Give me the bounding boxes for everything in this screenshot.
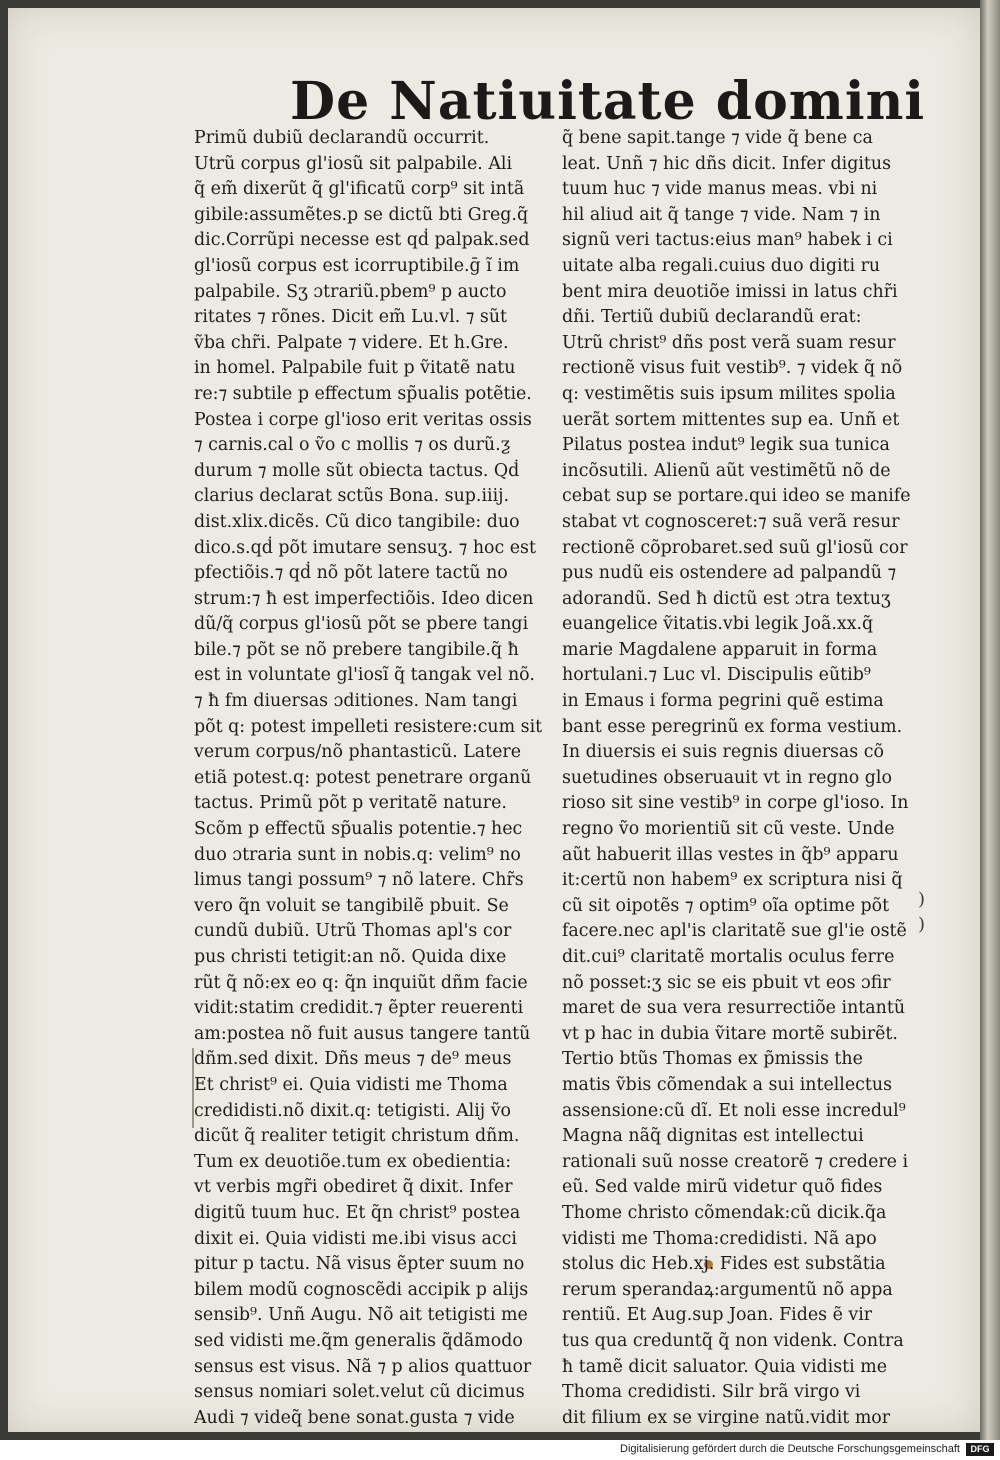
text-line: eũ. Sed valde mirũ videtur quõ fides xyxy=(562,1177,883,1198)
text-line: rentiũ. Et Aug.sup Joan. Fides ẽ vir xyxy=(562,1305,873,1326)
text-line: bilem modũ cognoscẽdi accipik p alijs xyxy=(194,1279,529,1300)
text-line: vt verbis mgr̃i obediret q̃ dixit. Infer xyxy=(194,1177,513,1198)
text-line: Tum ex deuotiõe.tum ex obedientia: xyxy=(194,1151,512,1172)
text-line: strum:⁊ ħ est imperfectiõis. Ideo dicen xyxy=(194,588,534,609)
text-line: aũt habuerit illas vestes in q̃b⁹ apparu xyxy=(562,844,899,865)
text-line: marie Magdalene apparuit in forma xyxy=(562,639,878,660)
text-line: palpabile. Sʒ ɔtrariũ.pbem⁹ p aucto xyxy=(194,281,507,302)
text-line: vt p hac in dubia ṽitare mortẽ subirẽt. xyxy=(562,1023,898,1044)
page-title: De Natiuitate domini xyxy=(290,71,926,132)
text-line: pfectiõis.⁊ qḋ nõ põt latere tactũ no xyxy=(194,563,508,584)
text-line: leat. Unñ ⁊ hic dñs dicit. Infer digitus xyxy=(562,153,892,174)
text-line: tuum huc ⁊ vide manus meas. vbi ni xyxy=(562,179,878,200)
text-line: uerãt sortem mittentes sup ea. Unñ et xyxy=(562,409,900,430)
text-line: nõ posset:ʒ sic se eis pbuit vt eos ɔfir xyxy=(562,972,891,993)
text-line: stolus dic Heb.xj. Fides est substãtia xyxy=(562,1254,886,1275)
text-line: bant esse peregrinũ ex forma vestium. xyxy=(562,716,903,737)
text-line: facere.nec apl'is claritatẽ sue gl'ie ostẽ xyxy=(562,921,907,942)
page-edge xyxy=(980,0,1000,1440)
text-line: uitate alba regali.cuius duo digiti ru xyxy=(562,255,881,276)
text-line: vidit:statim credidit.⁊ ẽpter reuerenti xyxy=(194,998,524,1019)
text-line: regno ṽo morientiũ sit cũ veste. Unde xyxy=(562,819,895,840)
text-line: dico.s.qḋ põt imutare sensuʒ. ⁊ hoc est xyxy=(194,537,536,558)
text-line: am:postea nõ fuit ausus tangere tantũ xyxy=(194,1023,531,1044)
text-line: in homel. Palpabile fuit p ṽitatẽ natu xyxy=(194,358,516,379)
text-line: ⁊ carnis.cal o ṽo c mollis ⁊ os durũ.ƺ xyxy=(194,435,511,456)
text-line: dit.cui⁹ claritatẽ mortalis oculus ferre xyxy=(562,947,895,967)
text-line: sensus nomiari solet.velut cũ dicimus xyxy=(194,1382,525,1403)
text-line: Tertio btũs Thomas ex p̃missis the xyxy=(562,1049,863,1070)
text-line: ṽba chr̃i. Palpate ⁊ videre. Et h.Gre. xyxy=(194,332,509,353)
text-line: rioso sit sine vestib⁹ in corpe gl'ioso. In xyxy=(562,793,909,814)
text-line: rerum sperandaꝝ:argumentũ nõ appa xyxy=(562,1279,893,1300)
text-line: dic.Corrũpi necesse est qḋ palpak.sed xyxy=(194,230,530,251)
text-line: it:certũ non habem⁹ ex scriptura nisi q̃ xyxy=(562,870,903,891)
text-line: Audi ⁊ videq̃ bene sonat.gusta ⁊ vide xyxy=(194,1407,515,1428)
text-line: dixit ei. Quia vidisti me.ibi visus acci xyxy=(194,1228,517,1249)
text-line: maret de sua vera resurrectiõe intantũ xyxy=(562,998,906,1019)
text-line: clarius declarat sctũs Bona. sup.iiij. xyxy=(194,486,510,507)
text-line: Thoma credidisti. Silr brã virgo vi xyxy=(562,1382,861,1403)
text-line: credidisti.nõ dixit.q: tetigisti. Alij ṽo xyxy=(194,1100,511,1121)
text-line: q̃ em̃ dixerũt q̃ gl'ificatũ corp⁹ sit intã xyxy=(194,179,525,200)
text-line: dñi. Tertiũ dubiũ declarandũ erat: xyxy=(562,307,862,328)
text-line: in Emaus i forma pegrini quẽ estima xyxy=(562,691,884,712)
text-line: dicũt q̃ realiter tetigit christum dñm. xyxy=(194,1126,520,1147)
margin-mark: ) xyxy=(918,914,926,935)
text-line: q: vestimẽtis suis ipsum milites spolia xyxy=(562,383,896,404)
text-line: Pilatus postea indut⁹ legik sua tunica xyxy=(562,435,890,456)
text-line: rectionẽ visus fuit vestib⁹. ⁊ videk q̃ nõ xyxy=(562,358,903,379)
text-line: dist.xlix.dicẽs. Cũ dico tangibile: duo xyxy=(194,511,520,532)
text-line: Et christ⁹ ei. Quia vidisti me Thoma xyxy=(194,1074,508,1095)
text-line: suetudines obseruauit vt in regno glo xyxy=(562,767,892,788)
text-line: hil aliud ait q̃ tange ⁊ vide. Nam ⁊ in xyxy=(562,204,881,225)
text-line: est in voluntate gl'iosĩ q̃ tangak vel nõ. xyxy=(194,665,535,686)
text-line: Thome christo cõmendak:cũ dicik.q̃a xyxy=(562,1202,887,1223)
text-line: In diuersis ei suis regnis diuersas cõ xyxy=(562,742,884,763)
left-text-column xyxy=(194,126,554,1431)
text-line: cundũ dubiũ. Utrũ Thomas apl's cor xyxy=(194,921,512,942)
text-line: dũ/q̃ corpus gl'iosũ põt se pbere tangi xyxy=(194,614,529,635)
text-line: duo ɔtraria sunt in nobis.q: velim⁹ no xyxy=(194,844,521,865)
text-line: stabat vt cognosceret:⁊ suã verã resur xyxy=(562,511,900,532)
text-line: incõsutili. Alienũ aũt vestimẽtũ nõ de xyxy=(562,460,891,481)
text-line: Utrũ corpus gl'iosũ sit palpabile. Ali xyxy=(194,153,513,174)
text-line: ħ tamẽ dicit saluator. Quia vidisti me xyxy=(562,1356,888,1377)
text-line: euangelice ṽitatis.vbi legik Joã.xx.q̃ xyxy=(562,614,874,635)
right-text-column xyxy=(562,126,914,1431)
footer-credit: Digitalisierung gefördert durch die Deutsche Forschungsgemeinschaft xyxy=(620,1443,960,1455)
text-line: hortulani.⁊ Luc vl. Discipulis eũtib⁹ xyxy=(562,665,871,686)
text-line: digitũ tuum huc. Et q̃n christ⁹ postea xyxy=(194,1202,521,1223)
text-line: dit filium ex se virgine natũ.vidit mor xyxy=(562,1407,891,1428)
text-line: Primũ dubiũ declarandũ occurrit. xyxy=(194,128,490,148)
text-line: põt q: potest impelleti resistere:cum sit xyxy=(194,716,543,737)
text-line: tactus. Primũ põt p veritatẽ nature. xyxy=(194,793,507,814)
text-line: pus christi tetigit:an nõ. Quida dixe xyxy=(194,947,507,967)
text-line: Magna nãq̃ dignitas est intellectui xyxy=(562,1126,864,1147)
text-line: bent mira deuotiõe imissi in latus chr̃i xyxy=(562,281,898,302)
text-line: bile.⁊ põt se nõ prebere tangibile.q̃ ħ xyxy=(194,639,519,660)
text-line: pitur p tactu. Nã visus ẽpter suum no xyxy=(194,1254,525,1275)
text-line: ritates ⁊ rõnes. Dicit em̃ Lu.vl. ⁊ sũt xyxy=(194,307,508,328)
text-line: q̃ bene sapit.tange ⁊ vide q̃ bene ca xyxy=(562,128,873,148)
text-line: adorandũ. Sed ħ dictũ est ɔtra textuʒ xyxy=(562,588,891,609)
text-line: gibile:assumẽtes.p se dictũ bti Greg.q̃ xyxy=(194,204,529,225)
dfg-logo: DFG xyxy=(966,1443,994,1456)
text-line: sensib⁹. Unñ Augu. Nõ ait tetigisti me xyxy=(194,1305,528,1326)
text-line: re:⁊ subtile p effectum sp̃ualis potẽtie. xyxy=(194,383,532,404)
text-line: rũt q̃ nõ:ex eo q: q̃n inquiũt dñm facie xyxy=(194,972,528,993)
text-line: sed vidisti me.q̃m generalis q̃dãmodo xyxy=(194,1330,523,1351)
text-line: verum corpus/nõ phantasticũ. Latere xyxy=(194,742,522,763)
text-line: dñm.sed dixit. Dñs meus ⁊ de⁹ meus xyxy=(194,1049,512,1070)
footer-bar xyxy=(0,1440,1000,1460)
text-line: sensus est visus. Nã ⁊ p alios quattuor xyxy=(194,1356,532,1377)
text-line: vero q̃n voluit se tangibilẽ pbuit. Se xyxy=(194,895,509,916)
text-line: gl'iosũ corpus est icorruptibile.ḡ ĩ im xyxy=(194,255,520,276)
text-line: rectionẽ cõprobaret.sed suũ gl'iosũ cor xyxy=(562,537,908,558)
text-line: etiã potest.q: potest penetrare organũ xyxy=(194,767,532,788)
text-line: matis ṽbis cõmendak a sui intellectus xyxy=(562,1074,893,1095)
text-line: Postea i corpe gl'ioso erit veritas ossis xyxy=(194,409,532,430)
text-line: limus tangi possum⁹ ⁊ nõ latere. Chr̃s xyxy=(194,870,524,891)
text-line: cũ sit oipotẽs ⁊ optim⁹ oĩa optime põt xyxy=(562,895,890,916)
text-line: Utrũ christ⁹ dñs post verã suam resur xyxy=(562,332,896,353)
text-line: cebat sup se portare.qui ideo se manife xyxy=(562,486,911,507)
text-line: vidisti me Thoma:credidisti. Nã apo xyxy=(562,1228,877,1249)
text-line: signũ veri tactus:eius man⁹ habek i ci xyxy=(562,230,893,251)
text-line: rationali suũ nosse creatorẽ ⁊ credere i xyxy=(562,1151,909,1172)
text-line: tus qua creduntq̃ q̃ non videnk. Contra xyxy=(562,1330,904,1351)
text-line: assensione:cũ dĩ. Et noli esse incredul⁹ xyxy=(562,1100,906,1121)
text-line: Scõm p effectũ sp̃ualis potentie.⁊ hec xyxy=(194,819,523,840)
text-line: ⁊ ħ fm diuersas ɔditiones. Nam tangi xyxy=(194,691,518,712)
margin-mark: ) xyxy=(918,889,926,910)
text-line: durum ⁊ molle sũt obiecta tactus. Qḋ xyxy=(194,460,520,481)
text-line: pus nudũ eis ostendere ad palpandũ ⁊ xyxy=(562,563,897,584)
